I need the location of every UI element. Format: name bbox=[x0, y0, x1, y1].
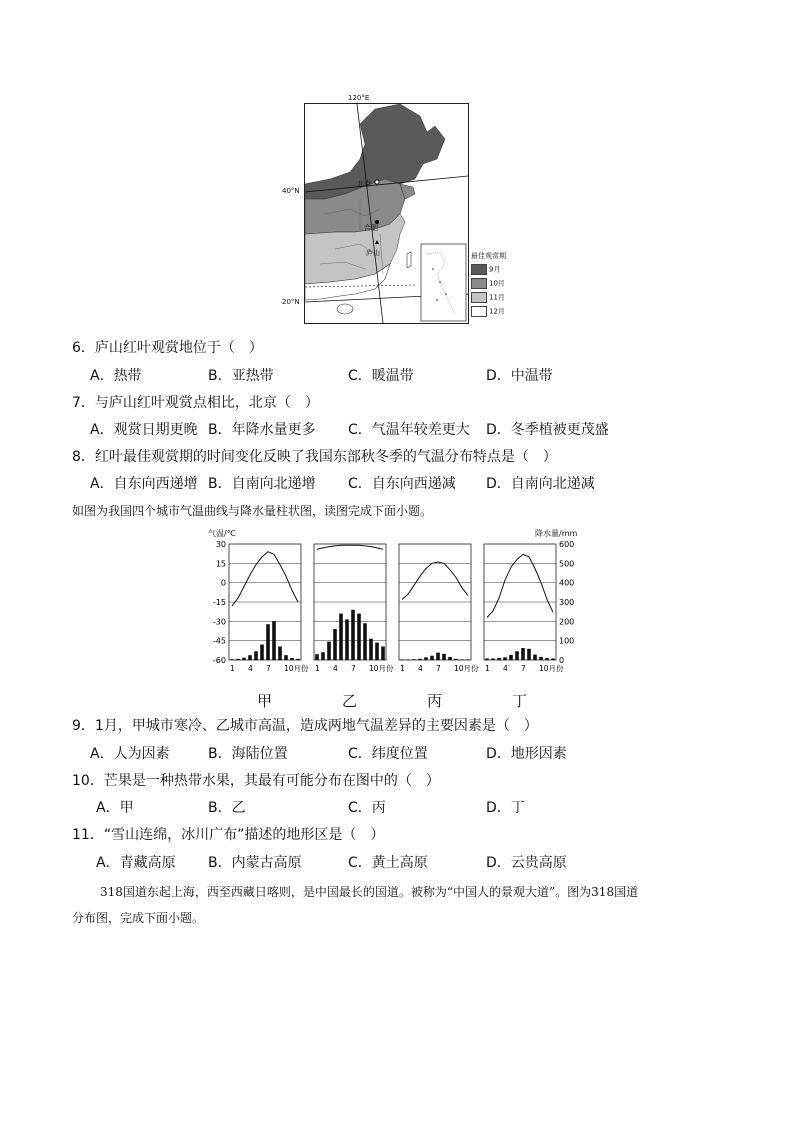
q11-option-c[interactable]: C．黄土高原 bbox=[348, 855, 428, 871]
precip-bar bbox=[503, 657, 507, 660]
q9-option-d[interactable]: D．地形因素 bbox=[486, 746, 567, 762]
precip-bar bbox=[351, 610, 355, 660]
intro-318-line2: 分布图，完成下面小题。 bbox=[72, 911, 205, 925]
precip-bar bbox=[424, 657, 428, 660]
temp-tick-label: 15 bbox=[215, 559, 226, 569]
precip-bar bbox=[363, 623, 367, 660]
precip-bar bbox=[254, 651, 258, 660]
precip-bar bbox=[266, 624, 270, 660]
lat20-label: 20°N bbox=[282, 298, 300, 306]
legend-label: 11月 bbox=[489, 293, 505, 302]
precip-bar bbox=[430, 656, 434, 660]
beijing-dot bbox=[375, 180, 379, 184]
longitude-label: 120°E bbox=[348, 94, 370, 102]
precip-bar bbox=[509, 655, 513, 660]
q7-option-c[interactable]: C．气温年较差更大 bbox=[348, 422, 470, 438]
legend-item-dec bbox=[471, 306, 505, 316]
precip-bar bbox=[497, 658, 501, 660]
month-tick-label: 1 bbox=[315, 664, 320, 673]
question-10: 10．芒果是一种热带水果，其最有可能分布在图中的（ ） bbox=[72, 773, 440, 789]
precip-bar bbox=[436, 653, 440, 660]
legend-label: 10月 bbox=[489, 279, 505, 288]
q8-option-b[interactable]: B．自南向北递增 bbox=[208, 476, 316, 492]
temp-tick-label: -45 bbox=[212, 636, 226, 646]
month-tick-label: 10月份 bbox=[454, 664, 479, 673]
month-tick-label: 1 bbox=[230, 664, 235, 673]
legend-item-oct bbox=[471, 278, 505, 288]
temp-curve bbox=[232, 552, 298, 606]
q9-option-c[interactable]: C．纬度位置 bbox=[348, 746, 428, 762]
month-tick-label: 10月份 bbox=[539, 664, 564, 673]
q8-option-d[interactable]: D．自南向北递减 bbox=[486, 476, 595, 492]
precip-tick-label: 600 bbox=[559, 540, 575, 549]
precip-bar bbox=[248, 655, 252, 660]
precip-bar bbox=[284, 655, 288, 660]
precip-bar bbox=[339, 614, 343, 660]
precip-bar bbox=[296, 659, 300, 660]
precip-bar bbox=[400, 659, 404, 660]
precip-bar bbox=[418, 659, 422, 660]
q10-option-a[interactable]: A．甲 bbox=[96, 800, 134, 816]
precip-bar bbox=[272, 621, 276, 660]
month-tick-label: 4 bbox=[503, 664, 508, 673]
question-7: 7．与庐山红叶观赏点相比，北京（ ） bbox=[72, 395, 319, 411]
legend-title: 最佳观赏期 bbox=[471, 252, 506, 260]
city-hefei-label: 合肥 bbox=[364, 224, 378, 232]
temp-tick-label: -60 bbox=[212, 656, 226, 665]
intro-climate-charts: 如图为我国四个城市气温曲线与降水量柱状图，读图完成下面小题。 bbox=[72, 504, 433, 518]
intro-318-line1: 318国道东起上海，西至西藏日喀则，是中国最长的国道。被称为“中国人的景观大道”。图为318国道 bbox=[100, 885, 639, 899]
legend-swatch bbox=[471, 264, 487, 275]
precip-bar bbox=[491, 658, 495, 660]
precip-tick-label: 200 bbox=[559, 617, 575, 627]
precip-bar bbox=[236, 659, 240, 660]
q7-option-d[interactable]: D．冬季植被更茂盛 bbox=[486, 422, 609, 438]
precip-bar bbox=[345, 619, 349, 660]
climate-charts bbox=[200, 538, 590, 678]
city-label-jia: 甲 bbox=[257, 692, 273, 710]
red-leaf-map bbox=[304, 103, 469, 324]
month-tick-label: 7 bbox=[436, 664, 441, 673]
q6-option-b[interactable]: B．亚热带 bbox=[208, 368, 274, 384]
temp-curve bbox=[487, 554, 553, 617]
month-tick-label: 4 bbox=[418, 664, 423, 673]
q6-option-d[interactable]: D．中温带 bbox=[486, 368, 553, 384]
q8-option-a[interactable]: A．自东向西递增 bbox=[90, 476, 198, 492]
temp-tick-label: -30 bbox=[212, 617, 226, 627]
q11-option-d[interactable]: D．云贵高原 bbox=[486, 855, 567, 871]
lat40-label: 40°N bbox=[282, 187, 300, 195]
legend-item-nov bbox=[471, 292, 505, 302]
legend-label: 12月 bbox=[489, 307, 505, 316]
precip-bar bbox=[442, 654, 446, 660]
question-8: 8．红叶最佳观赏期的时间变化反映了我国东部秋冬季的气温分布特点是（ ） bbox=[72, 449, 557, 465]
temp-tick-label: 30 bbox=[215, 540, 226, 549]
question-11: 11．“雪山连绵，冰川广布”描述的地形区是（ ） bbox=[72, 827, 385, 843]
temp-axis-label: 气温/℃ bbox=[208, 529, 236, 538]
q10-option-c[interactable]: C．丙 bbox=[348, 800, 386, 816]
q8-option-c[interactable]: C．自东向西递减 bbox=[348, 476, 456, 492]
legend-swatch bbox=[471, 278, 487, 289]
precip-bar bbox=[485, 658, 489, 660]
month-tick-label: 7 bbox=[521, 664, 526, 673]
q11-option-a[interactable]: A．青藏高原 bbox=[96, 855, 176, 871]
precip-bar bbox=[448, 657, 452, 660]
month-tick-label: 10月份 bbox=[369, 664, 394, 673]
precip-axis-label: 降水量/mm bbox=[535, 529, 578, 538]
precip-tick-label: 300 bbox=[559, 598, 575, 607]
precip-tick-label: 0 bbox=[559, 656, 565, 665]
city-beijing-label: 北京 bbox=[357, 180, 371, 188]
month-tick-label: 7 bbox=[266, 664, 271, 673]
city-label-bing: 丙 bbox=[427, 692, 443, 710]
q7-option-b[interactable]: B．年降水量更多 bbox=[208, 422, 316, 438]
legend-swatch bbox=[471, 292, 487, 303]
q10-option-b[interactable]: B．乙 bbox=[208, 800, 246, 816]
precip-bar bbox=[551, 658, 555, 660]
precip-bar bbox=[230, 659, 234, 660]
precip-bar bbox=[278, 646, 282, 660]
precip-bar bbox=[460, 659, 464, 660]
legend-label: 9月 bbox=[489, 265, 501, 274]
precip-bar bbox=[369, 639, 373, 660]
precip-bar bbox=[527, 649, 531, 660]
city-label-ding: 丁 bbox=[512, 692, 528, 710]
month-tick-label: 7 bbox=[351, 664, 356, 673]
precip-bar bbox=[315, 654, 319, 660]
q9-option-a[interactable]: A．人为因素 bbox=[90, 746, 170, 762]
legend-swatch bbox=[471, 306, 487, 317]
q7-option-a[interactable]: A．观赏日期更晚 bbox=[90, 422, 198, 438]
question-6: 6．庐山红叶观赏地位于（ ） bbox=[72, 340, 263, 356]
temp-curve bbox=[402, 562, 468, 599]
precip-bar bbox=[533, 655, 537, 660]
precip-tick-label: 100 bbox=[559, 636, 575, 646]
month-tick-label: 4 bbox=[248, 664, 253, 673]
precip-bar bbox=[357, 614, 361, 660]
q6-option-a[interactable]: A．热带 bbox=[90, 368, 142, 384]
precip-bar bbox=[327, 642, 331, 660]
precip-bar bbox=[375, 643, 379, 660]
precip-bar bbox=[333, 629, 337, 660]
precip-bar bbox=[466, 659, 470, 660]
temp-tick-label: 0 bbox=[220, 578, 226, 588]
precip-bar bbox=[454, 659, 458, 660]
legend-item-sep bbox=[471, 264, 500, 274]
month-tick-label: 1 bbox=[400, 664, 405, 673]
q10-option-d[interactable]: D．丁 bbox=[486, 800, 525, 816]
temp-tick-label: -15 bbox=[212, 598, 226, 607]
precip-tick-label: 500 bbox=[559, 559, 575, 569]
q6-option-c[interactable]: C．暖温带 bbox=[348, 368, 414, 384]
precip-bar bbox=[290, 658, 294, 660]
q9-option-b[interactable]: B．海陆位置 bbox=[208, 746, 288, 762]
city-label-yi: 乙 bbox=[342, 692, 358, 710]
precip-bar bbox=[539, 657, 543, 660]
precip-tick-label: 400 bbox=[559, 578, 575, 588]
month-tick-label: 1 bbox=[485, 664, 490, 673]
temp-curve bbox=[317, 545, 383, 549]
month-tick-label: 4 bbox=[333, 664, 338, 673]
precip-bar bbox=[406, 659, 410, 660]
map-drawing bbox=[305, 104, 468, 323]
precip-bar bbox=[242, 658, 246, 660]
precip-bar bbox=[381, 646, 385, 660]
precip-bar bbox=[321, 652, 325, 660]
city-lushan-label: 庐山 bbox=[366, 249, 380, 257]
question-9: 9．1月，甲城市寒冷、乙城市高温，造成两地气温差异的主要因素是（ ） bbox=[72, 718, 538, 734]
precip-bar bbox=[545, 658, 549, 660]
precip-bar bbox=[260, 645, 264, 660]
precip-bar bbox=[521, 648, 525, 660]
q11-option-b[interactable]: B．内蒙古高原 bbox=[208, 855, 302, 871]
precip-bar bbox=[515, 651, 519, 660]
month-tick-label: 10月份 bbox=[284, 664, 309, 673]
precip-bar bbox=[412, 659, 416, 660]
